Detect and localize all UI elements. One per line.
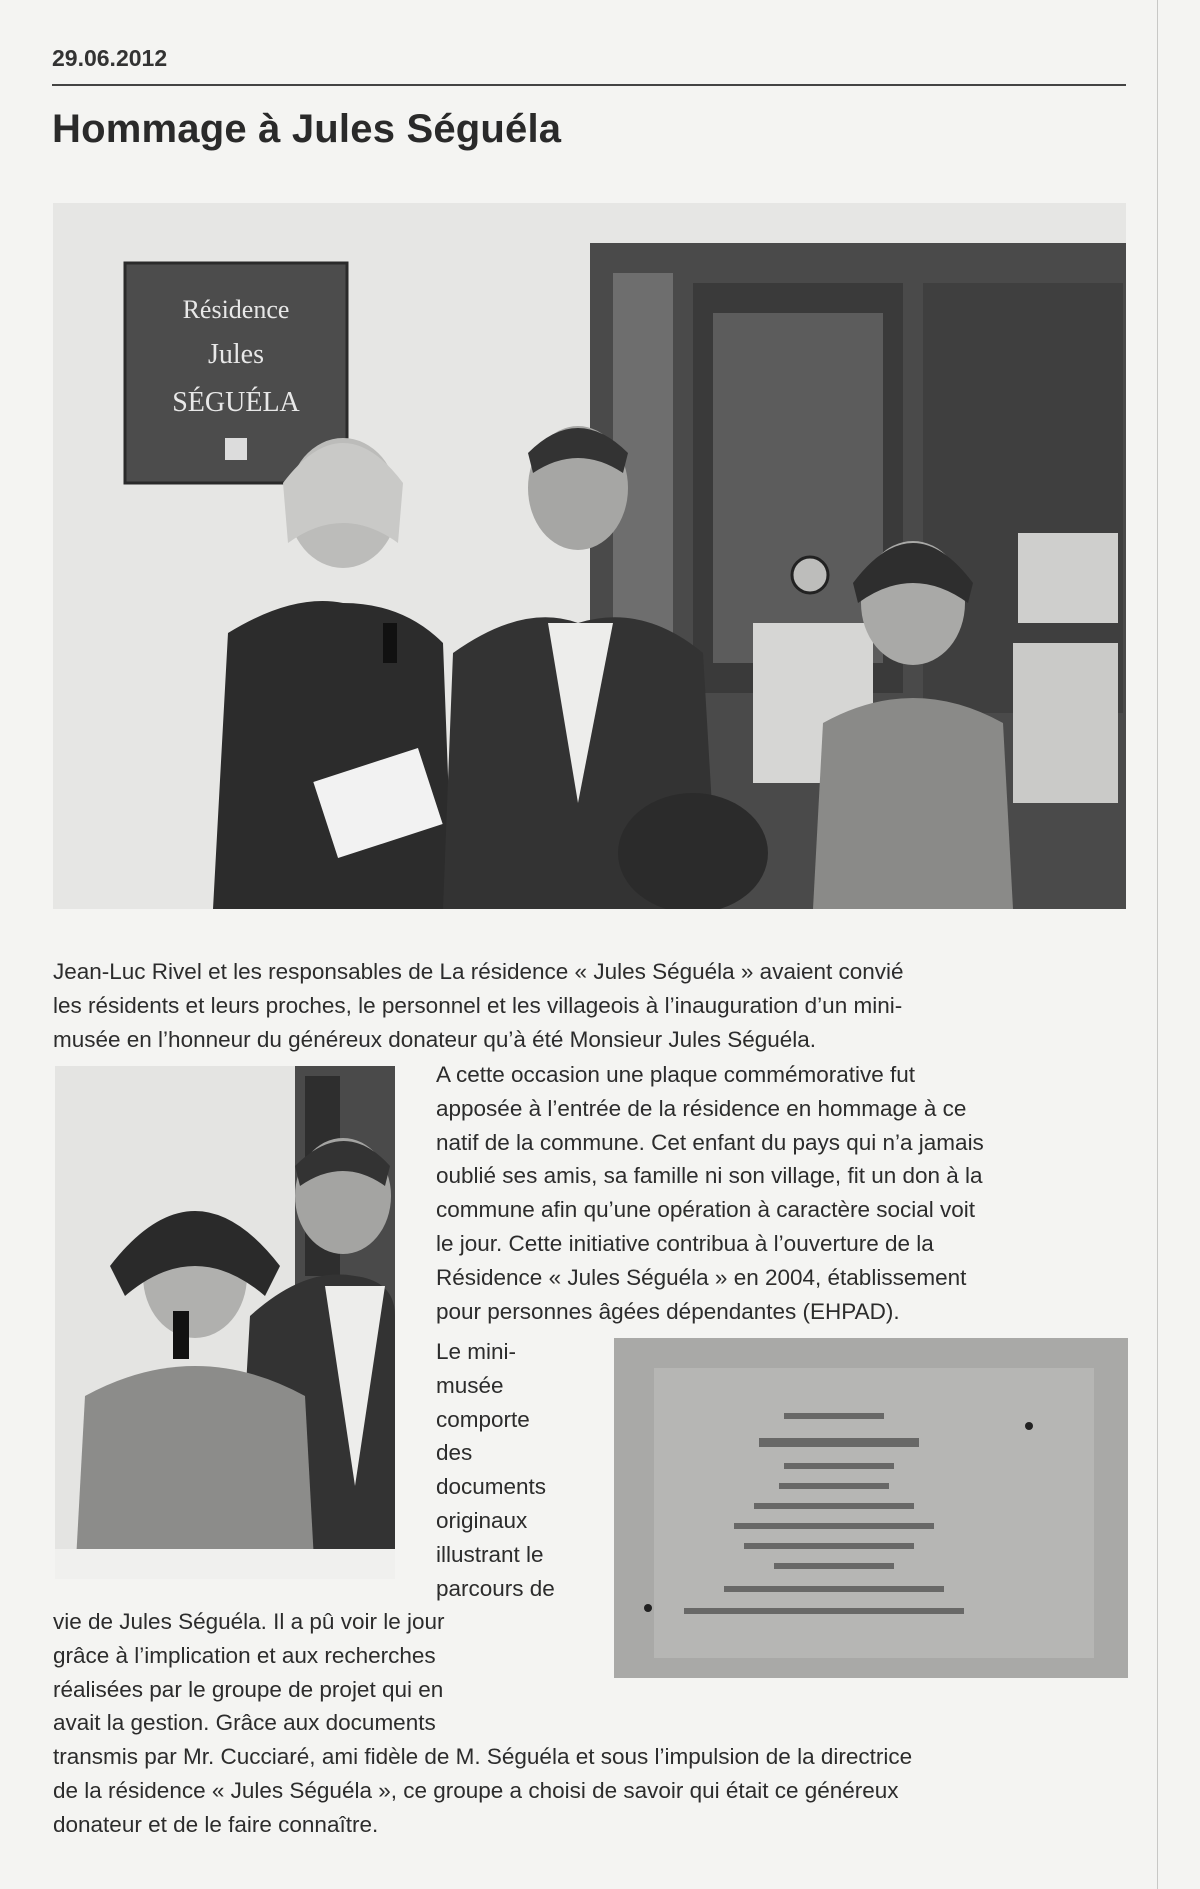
narrow-line: illustrant le <box>436 1541 544 1567</box>
closing-line: de la résidence « Jules Séguéla », ce groupe a choisi de savoir qui était ce généreux <box>53 1777 899 1803</box>
closing-paragraph <box>53 1605 912 1842</box>
intro-line: musée en l’honneur du généreux donateur qu’à été Monsieur Jules Séguéla. <box>53 1026 817 1052</box>
sign-line-2: Jules <box>208 339 264 370</box>
column-line: commune afin qu’une opération à caractère social voit <box>436 1197 976 1223</box>
column-line: natif de la commune. Cet enfant du pays qui n’a jamais <box>436 1129 984 1155</box>
closing-line: donateur et de le faire connaître. <box>53 1811 379 1837</box>
closing-line: réalisées par le groupe de projet qui en <box>53 1676 444 1702</box>
main-photo <box>53 203 1126 909</box>
main-photo-illustration <box>53 203 1126 909</box>
column-line: apposée à l’entrée de la résidence en hommage à ce <box>436 1095 967 1121</box>
column-line: Résidence « Jules Séguéla » en 2004, établissement <box>436 1264 967 1290</box>
closing-line: grâce à l’implication et aux recherches <box>53 1642 436 1668</box>
sign-line-3: SÉGUÉLA <box>172 387 300 418</box>
closing-line: vie de Jules Séguéla. Il a pû voir le jour <box>53 1609 445 1634</box>
article-date: 29.06.2012 <box>52 45 168 71</box>
header-rule <box>52 84 1126 86</box>
column-line: oublié ses amis, sa famille ni son village, fit un don à la <box>436 1163 983 1189</box>
article-title: Hommage à Jules Séguéla <box>52 107 562 151</box>
narrow-line: parcours de <box>436 1575 555 1601</box>
narrow-paragraph <box>436 1335 555 1605</box>
closing-line: avait la gestion. Grâce aux documents <box>53 1710 436 1736</box>
intro-line: les résidents et leurs proches, le personnel et les villageois à l’inauguration d’un mini- <box>53 992 903 1018</box>
narrow-line: musée <box>436 1372 504 1398</box>
narrow-line: documents <box>436 1474 547 1500</box>
intro-paragraph <box>53 955 904 1056</box>
column-paragraph <box>436 1058 984 1328</box>
intro-line: Jean-Luc Rivel et les responsables de La résidence « Jules Séguéla » avaient convié <box>53 959 904 984</box>
column-line: le jour. Cette initiative contribua à l’ouverture de la <box>436 1230 934 1256</box>
closing-line: transmis par Mr. Cucciaré, ami fidèle de M. Séguéla et sous l’impulsion de la directrice <box>53 1744 913 1770</box>
column-line: A cette occasion une plaque commémorative fut <box>436 1062 916 1087</box>
page-edge-line <box>1157 0 1158 1889</box>
speaker-photo-illustration <box>55 1066 395 1579</box>
speaker-photo <box>55 1066 395 1579</box>
column-line: pour personnes âgées dépendantes (EHPAD). <box>436 1298 900 1324</box>
sign-line-1: Résidence <box>182 295 290 324</box>
narrow-line: Le mini- <box>436 1339 517 1364</box>
narrow-line: des <box>436 1440 473 1466</box>
narrow-line: comporte <box>436 1406 530 1432</box>
narrow-line: originaux <box>436 1507 528 1533</box>
